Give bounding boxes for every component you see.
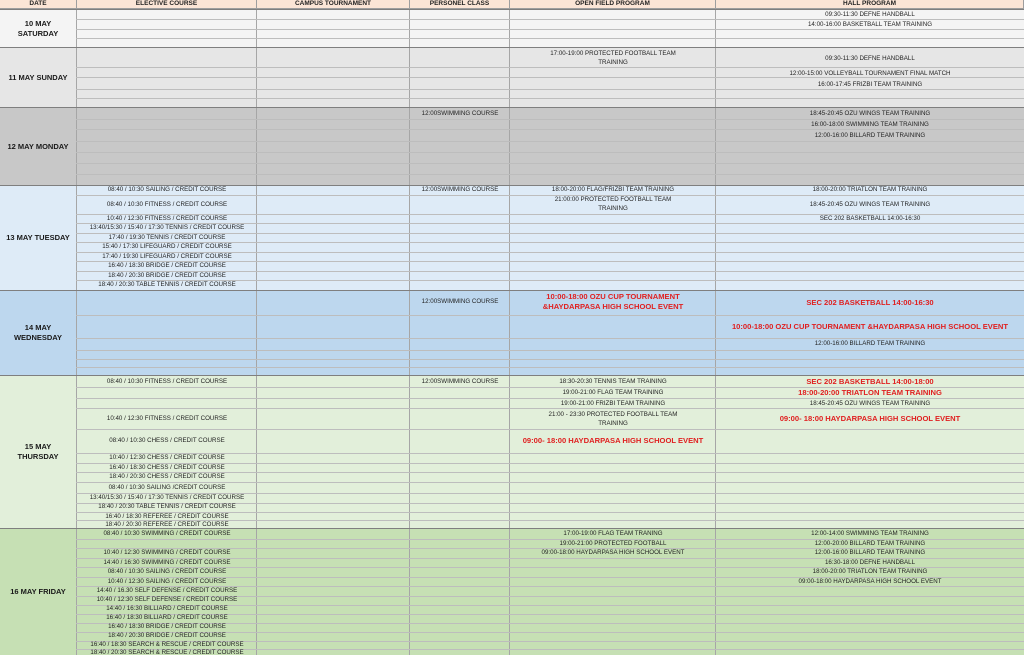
hall-entry: SEC 202 BASKETBALL 14:00-16:30 bbox=[806, 298, 934, 307]
elective-entry: 08:40 / 10:30 FITNESS / CREDIT COURSE bbox=[106, 201, 228, 208]
open-field-entry: 19:00-21:00 FRIZBI TEAM TRAINING bbox=[560, 400, 666, 407]
personel-entry: 12:00SWIMMING COURSE bbox=[421, 186, 499, 193]
open-field-entry: 09:00-18:00 HAYDARPASA HIGH SCHOOL EVENT bbox=[541, 549, 685, 556]
hall-entry: 12:00-16:00 BILLARD TEAM TRAINING bbox=[814, 340, 926, 347]
hall-entry: 10:00-18:00 OZU CUP TOURNAMENT &HAYDARPASA HIGH SCHOOL EVENT bbox=[731, 322, 1009, 331]
elective-entry: 14:40 / 16.30 SELF DEFENSE / CREDIT COURSE bbox=[96, 587, 238, 594]
day-block-tuesday bbox=[0, 185, 1024, 290]
header-elective-course: ELECTIVE COURSE bbox=[77, 0, 257, 9]
elective-entry: 16:40 / 18:30 BRIDGE / CREDIT COURSE bbox=[108, 262, 226, 269]
day-label: 13 MAY TUESDAY bbox=[6, 233, 70, 242]
open-field-entry: 18:30-20:30 TENNIS TEAM TRAINING bbox=[559, 378, 667, 385]
day-block-wednesday bbox=[0, 290, 1024, 375]
hall-entry: 18:45-20:45 OZU WINGS TEAM TRAINING bbox=[809, 201, 931, 208]
day-block-thursday bbox=[0, 375, 1024, 528]
open-field-entry: 17:00-19:00 FLAG TEAM TRANING bbox=[563, 530, 663, 537]
elective-entry: 08:40 / 10:30 CHESS / CREDIT COURSE bbox=[109, 437, 225, 444]
hall-entry: 12:00-16:00 BILLARD TEAM TRAINING bbox=[814, 132, 926, 139]
hall-entry: 09:30-11:30 DEFNE HANDBALL bbox=[825, 11, 915, 18]
elective-entry: 15:40 / 17:30 LIFEGUARD / CREDIT COURSE bbox=[102, 243, 232, 250]
hall-entry: 09:00- 18:00 HAYDARPASA HIGH SCHOOL EVENT bbox=[779, 414, 961, 423]
open-field-entry: 17:00-19:00 PROTECTED FOOTBALL TEAM TRAINING bbox=[550, 50, 676, 66]
elective-entry: 16:40 / 18:30 BRIDGE / CREDIT COURSE bbox=[108, 623, 226, 630]
day-label: 12 MAY MONDAY bbox=[7, 141, 69, 151]
day-label: 10 MAY SATURDAY bbox=[17, 18, 59, 38]
hall-entry: 16:00-17:45 FRIZBI TEAM TRAINING bbox=[817, 81, 923, 88]
elective-entry: 10:40 / 12:30 FITNESS / CREDIT COURSE bbox=[106, 415, 228, 422]
hall-entry: 12:00-16:00 BILLARD TEAM TRAINING bbox=[814, 549, 926, 556]
elective-entry: 08:40 / 10:30 SWIMMING / CREDIT COURSE bbox=[103, 530, 231, 537]
elective-entry: 16:40 / 18:30 REFEREE / CREDIT COURSE bbox=[105, 513, 229, 520]
elective-entry: 14:40 / 16:30 BILLIARD / CREDIT COURSE bbox=[106, 605, 228, 612]
elective-entry: 08:40 / 10:30 SAILING /CREDIT COURSE bbox=[108, 484, 226, 491]
elective-entry: 08:40 / 10:30 FITNESS / CREDIT COURSE bbox=[106, 378, 228, 385]
header-date: DATE bbox=[0, 0, 77, 9]
hall-entry: 09:30-11:30 DEFNE HANDBALL bbox=[825, 55, 915, 62]
elective-entry: 17:40 / 19:30 TENNIS / CREDIT COURSE bbox=[108, 234, 226, 241]
elective-entry: 18:40 / 20:30 TABLE TENNIS / CREDIT COURSE bbox=[98, 281, 236, 288]
open-field-entry: 09:00- 18:00 HAYDARPASA HIGH SCHOOL EVENT bbox=[522, 436, 704, 445]
hall-entry: 18:45-20:45 OZU WINGS TEAM TRAINING bbox=[809, 110, 931, 117]
hall-entry: 12:00-15:00 VOLLEYBALL TOURNAMENT FINAL MATCH bbox=[789, 70, 951, 77]
elective-entry: 10:40 / 12:30 FITNESS / CREDIT COURSE bbox=[106, 215, 228, 222]
hall-entry: 16:00-18:00 SWIMMING TEAM TRAINING bbox=[811, 121, 929, 128]
open-field-entry: 19:00-21:00 PROTECTED FOOTBALL bbox=[559, 540, 667, 547]
day-block-sunday bbox=[0, 47, 1024, 107]
open-field-entry: 10:00-18:00 OZU CUP TOURNAMENT &HAYDARPASA HIGH SCHOOL EVENT bbox=[542, 292, 684, 311]
elective-entry: 10:40 / 12:30 SAILING / CREDIT COURSE bbox=[107, 578, 227, 585]
elective-entry: 18:40 / 20:30 SEARCH & RESCUE / CREDIT COURSE bbox=[90, 649, 244, 656]
hall-entry: 14:00-16:00 BASKETBALL TEAM TRAINING bbox=[807, 21, 933, 28]
open-field-entry: 18:00-20:00 FLAG/FRIZBI TEAM TRAINING bbox=[551, 186, 675, 193]
elective-entry: 10:40 / 12:30 SWIMMING / CREDIT COURSE bbox=[103, 549, 231, 556]
elective-entry: 18:40 / 20:30 CHESS / CREDIT COURSE bbox=[109, 473, 225, 480]
day-block-friday bbox=[0, 528, 1024, 655]
personel-entry: 12:00SWIMMING COURSE bbox=[421, 378, 499, 385]
elective-entry: 13:40/15:30 / 15:40 / 17:30 TENNIS / CREDIT COURSE bbox=[89, 224, 245, 231]
personel-entry: 12:00SWIMMING COURSE bbox=[421, 298, 499, 305]
hall-entry: 12:00-14:00 SWIMMING TEAM TRAINING bbox=[811, 530, 929, 537]
hall-entry: 18:45-20:45 OZU WINGS TEAM TRAINING bbox=[809, 400, 931, 407]
open-field-entry: 21:00:00 PROTECTED FOOTBALL TEAM TRAINING bbox=[554, 196, 672, 212]
hall-entry: 18:00-20:00 TRIATLON TEAM TRAINING bbox=[798, 388, 942, 397]
personel-entry: 12:00SWIMMING COURSE bbox=[421, 110, 499, 117]
open-field-entry: 19:00-21:00 FLAG TEAM TRAINING bbox=[562, 389, 664, 396]
day-label: 11 MAY SUNDAY bbox=[8, 72, 68, 82]
elective-entry: 14:40 / 16:30 SWIMMING / CREDIT COURSE bbox=[103, 559, 231, 566]
elective-entry: 10:40 / 12:30 CHESS / CREDIT COURSE bbox=[109, 454, 225, 461]
elective-entry: 18:40 / 20:30 TABLE TENNIS / CREDIT COURSE bbox=[98, 503, 236, 510]
elective-entry: 18:40 / 20:30 BRIDGE / CREDIT COURSE bbox=[108, 272, 226, 279]
elective-entry: 17:40 / 19:30 LIFEGUARD / CREDIT COURSE bbox=[102, 253, 232, 260]
hall-entry: SEC 202 BASKETBALL 14:00-16:30 bbox=[819, 215, 921, 222]
header-personel-class: PERSONEL CLASS bbox=[410, 0, 510, 9]
elective-entry: 10:40 / 12:30 SELF DEFENSE / CREDIT COURSE bbox=[96, 596, 238, 603]
hall-entry: 18:00-20:00 TRIATLON TEAM TRAINING bbox=[812, 568, 928, 575]
elective-entry: 16:40 / 18:30 SEARCH & RESCUE / CREDIT COURSE bbox=[90, 641, 244, 648]
header-campus-tournament: CAMPUS TOURNAMENT bbox=[257, 0, 410, 9]
hall-entry: 12:00-20:00 BILLARD TEAM TRAINING bbox=[814, 540, 926, 547]
hall-entry: SEC 202 BASKETBALL 14:00-18:00 bbox=[806, 377, 934, 386]
elective-entry: 16:40 / 18:30 BILLIARD / CREDIT COURSE bbox=[106, 614, 228, 621]
day-block-saturday bbox=[0, 9, 1024, 47]
hall-entry: 09:00-18:00 HAYDARPASA HIGH SCHOOL EVENT bbox=[798, 578, 942, 585]
open-field-entry: 21:00 - 23:30 PROTECTED FOOTBALL TEAM TRAINING bbox=[548, 411, 678, 427]
header-hall-program: HALL PROGRAM bbox=[716, 0, 1024, 9]
elective-entry: 08:40 / 10:30 SAILING / CREDIT COURSE bbox=[107, 568, 227, 575]
elective-entry: 18:40 / 20:30 REFEREE / CREDIT COURSE bbox=[105, 521, 229, 528]
day-label: 14 MAY WEDNESDAY bbox=[13, 323, 63, 342]
elective-entry: 13:40/15:30 / 15:40 / 17:30 TENNIS / CREDIT COURSE bbox=[89, 494, 245, 501]
hall-entry: 18:00-20:00 TRIATLON TEAM TRAINING bbox=[812, 186, 928, 193]
elective-entry: 16:40 / 18:30 CHESS / CREDIT COURSE bbox=[109, 464, 225, 471]
day-label: 16 MAY FRIDAY bbox=[10, 587, 66, 596]
day-block-monday bbox=[0, 107, 1024, 185]
hall-entry: 16:30-18:00 DEFNE HANDBALL bbox=[824, 559, 916, 566]
header-open-field-program: OPEN FIELD PROGRAM bbox=[510, 0, 716, 9]
elective-entry: 18:40 / 20:30 BRIDGE / CREDIT COURSE bbox=[108, 632, 226, 639]
day-label: 15 MAY THURSDAY bbox=[17, 442, 59, 461]
elective-entry: 08:40 / 10:30 SAILING / CREDIT COURSE bbox=[107, 186, 227, 193]
